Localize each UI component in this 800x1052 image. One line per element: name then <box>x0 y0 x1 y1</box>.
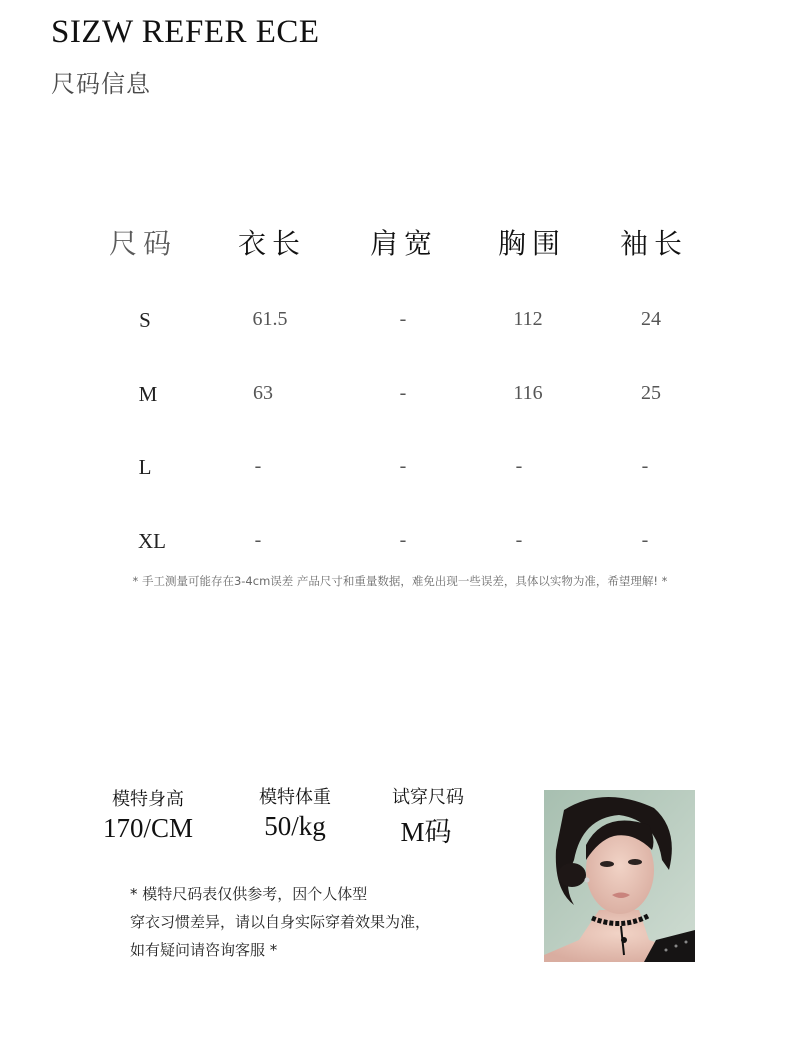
table-cell: - <box>399 308 407 330</box>
table-cell: XL <box>138 529 166 553</box>
table-cell: S <box>139 308 151 332</box>
disclaimer-line: 穿衣习惯差异，请以自身实际穿着效果为准， <box>130 913 431 931</box>
table-cell: 63 <box>253 382 273 404</box>
table-cell: 61.5 <box>252 308 288 330</box>
table-cell: - <box>399 382 407 404</box>
disclaimer-line: * 模特尺码表仅供参考，因个人体型 <box>130 885 368 903</box>
table-cell: 112 <box>513 308 543 330</box>
table-cell: - <box>515 529 523 551</box>
table-cell: 25 <box>641 382 661 404</box>
fitting-size-value: M码 <box>400 817 452 847</box>
model-height-label: 模特身高 <box>112 789 184 810</box>
page-subtitle: 尺码信息 <box>51 70 151 98</box>
fitting-size-label: 试穿尺码 <box>392 787 464 808</box>
model-weight-value: 50/kg <box>264 811 326 841</box>
table-cell: - <box>641 529 649 551</box>
model-photo-illustration <box>544 790 695 962</box>
table-cell: 24 <box>641 308 661 330</box>
table-cell: - <box>399 529 407 551</box>
table-cell: - <box>399 455 407 477</box>
column-header-length: 衣长 <box>237 227 307 260</box>
table-cell: 116 <box>513 382 543 404</box>
table-cell: - <box>254 455 262 477</box>
disclaimer-line: 如有疑问请咨询客服 * <box>130 941 278 959</box>
column-header-sleeve: 袖长 <box>619 227 689 260</box>
column-header-shoulder: 肩宽 <box>369 227 439 260</box>
column-header-size: 尺码 <box>108 227 178 260</box>
model-photo <box>544 790 695 962</box>
column-header-chest: 胸围 <box>497 227 567 260</box>
measurement-note: * 手工测量可能存在3-4cm误差 产品尺寸和重量数据，难免出现一些误差，具体以实物为准，希望理解! * <box>132 574 668 588</box>
table-cell: L <box>138 455 152 479</box>
model-height-value: 170/CM <box>102 813 194 843</box>
model-disclaimer <box>130 880 430 964</box>
table-cell: M <box>138 382 158 406</box>
page-title: SIZW REFER ECE <box>51 14 320 50</box>
model-weight-label: 模特体重 <box>259 787 331 808</box>
table-cell: - <box>254 529 262 551</box>
table-cell: - <box>641 455 649 477</box>
table-cell: - <box>515 455 523 477</box>
